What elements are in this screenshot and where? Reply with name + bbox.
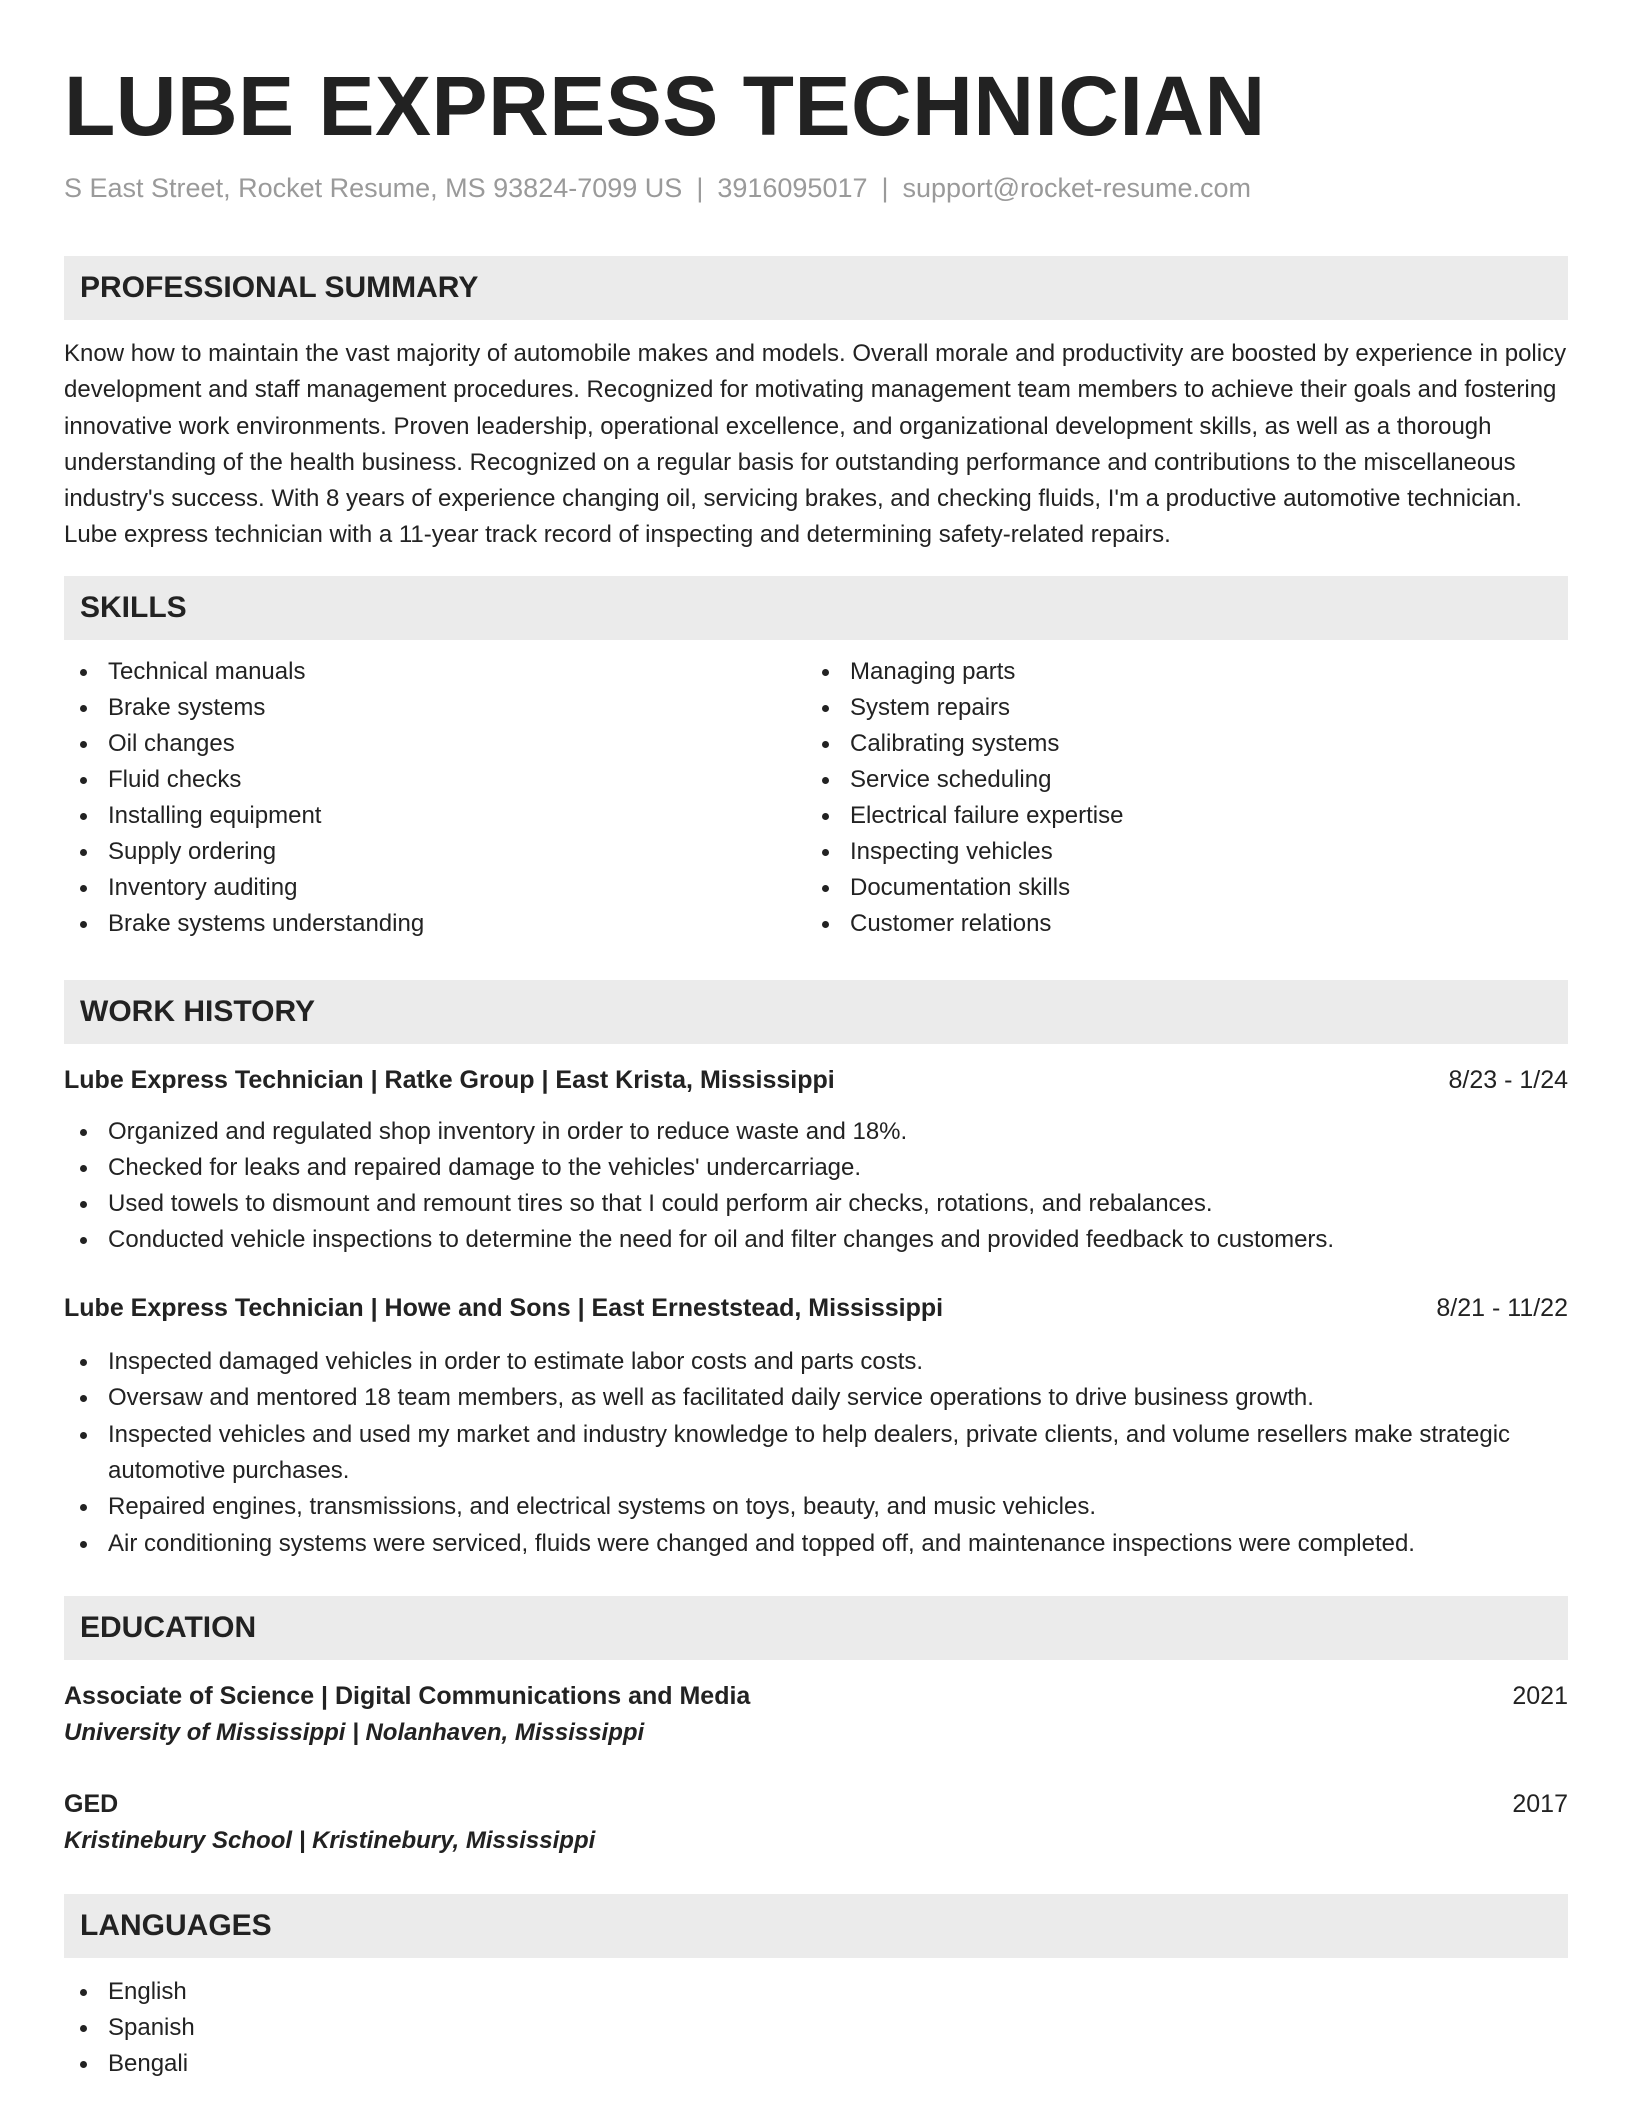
education-school: Kristinebury School | Kristinebury, Mississippi — [64, 1827, 596, 1855]
languages-list — [64, 1974, 1568, 2082]
skill-item: Brake systems — [64, 690, 806, 726]
skill-item: Inventory auditing — [64, 870, 806, 906]
job-bullet: Oversaw and mentored 18 team members, as well as facilitated daily service operations to drive business growth. — [64, 1380, 1568, 1416]
skill-item: Electrical failure expertise — [806, 798, 1548, 834]
skill-item: Supply ordering — [64, 834, 806, 870]
skill-item: Brake systems understanding — [64, 906, 806, 942]
job-entry-header — [64, 1290, 1568, 1326]
contact-separator: | — [696, 173, 704, 203]
section-header-work-history: WORK HISTORY — [64, 980, 1568, 1044]
skill-item: Technical manuals — [64, 654, 806, 690]
section-header-education: EDUCATION — [64, 1596, 1568, 1660]
education-year: 2021 — [1512, 1682, 1568, 1711]
section-header-skills: SKILLS — [64, 576, 1568, 640]
job-dates: 8/23 - 1/24 — [1448, 1065, 1568, 1094]
skill-item: Documentation skills — [806, 870, 1548, 906]
job-bullet: Conducted vehicle inspections to determine the need for oil and filter changes and provided feedback to customers. — [64, 1222, 1568, 1258]
education-entry-header — [64, 1786, 1568, 1822]
education-degree: Associate of Science | Digital Communications and Media — [64, 1682, 751, 1711]
summary-text: Know how to maintain the vast majority of automobile makes and models. Overall morale and productivity are boosted by experience in policy development and staff management procedures. Recognized for motivating management team members to achieve their goals and fostering innovative work environments. Proven leadership, operational excellence, and organizational development skills, as well as a thorough understanding of the health business. Recognized on a regular basis for outstanding performance and contributions to the miscellaneous industry's success. With 8 years of experience changing oil, servicing brakes, and checking fluids, I'm a productive automotive technician. Lube express technician with a 11-year track record of inspecting and determining safety-related repairs. — [64, 340, 1567, 549]
education-year: 2017 — [1512, 1790, 1568, 1819]
job-title: Lube Express Technician | Ratke Group | East Krista, Mississippi — [64, 1065, 835, 1094]
job-title: Lube Express Technician | Howe and Sons | East Erneststead, Mississippi — [64, 1293, 944, 1322]
language-item: English — [64, 1974, 1568, 2010]
job-bullet: Inspected vehicles and used my market and industry knowledge to help dealers, private clients, and volume resellers make strategic automotive purchases. — [64, 1417, 1568, 1490]
job-bullet: Inspected damaged vehicles in order to estimate labor costs and parts costs. — [64, 1344, 1568, 1380]
education-entry-header — [64, 1678, 1568, 1714]
skill-item: Oil changes — [64, 726, 806, 762]
skill-item: System repairs — [806, 690, 1548, 726]
skill-item: Fluid checks — [64, 762, 806, 798]
skill-item: Inspecting vehicles — [806, 834, 1548, 870]
skills-column-left — [64, 654, 806, 942]
contact-phone: 3916095017 — [717, 173, 868, 203]
contact-separator: | — [881, 173, 889, 203]
skill-item: Customer relations — [806, 906, 1548, 942]
candidate-name: LUBE EXPRESS TECHNICIAN — [64, 59, 1266, 153]
skills-column-right — [806, 654, 1548, 942]
job-bullets — [64, 1114, 1568, 1258]
job-bullet: Used towels to dismount and remount tires so that I could perform air checks, rotations, and rebalances. — [64, 1186, 1568, 1222]
contact-email: support@rocket-resume.com — [902, 173, 1252, 203]
skill-item: Managing parts — [806, 654, 1548, 690]
skills-grid — [64, 654, 1568, 942]
job-bullet: Repaired engines, transmissions, and electrical systems on toys, beauty, and music vehicles. — [64, 1489, 1568, 1525]
skill-item: Service scheduling — [806, 762, 1548, 798]
education-degree: GED — [64, 1790, 119, 1819]
education-school: University of Mississippi | Nolanhaven, Mississippi — [64, 1719, 645, 1747]
language-item: Bengali — [64, 2046, 1568, 2082]
section-header-languages: LANGUAGES — [64, 1894, 1568, 1958]
skill-item: Calibrating systems — [806, 726, 1548, 762]
language-item: Spanish — [64, 2010, 1568, 2046]
contact-line — [64, 170, 1568, 206]
resume-page — [64, 0, 1568, 2082]
section-header-summary: PROFESSIONAL SUMMARY — [64, 256, 1568, 320]
skill-item: Installing equipment — [64, 798, 806, 834]
job-entry-header — [64, 1062, 1568, 1098]
job-bullet: Checked for leaks and repaired damage to the vehicles' undercarriage. — [64, 1150, 1568, 1186]
contact-address: S East Street, Rocket Resume, MS 93824-7099 US — [64, 173, 683, 203]
job-bullet: Air conditioning systems were serviced, fluids were changed and topped off, and maintenance inspections were completed. — [64, 1526, 1568, 1562]
job-bullets — [64, 1344, 1568, 1562]
job-dates: 8/21 - 11/22 — [1436, 1293, 1568, 1322]
job-bullet: Organized and regulated shop inventory in order to reduce waste and 18%. — [64, 1114, 1568, 1150]
